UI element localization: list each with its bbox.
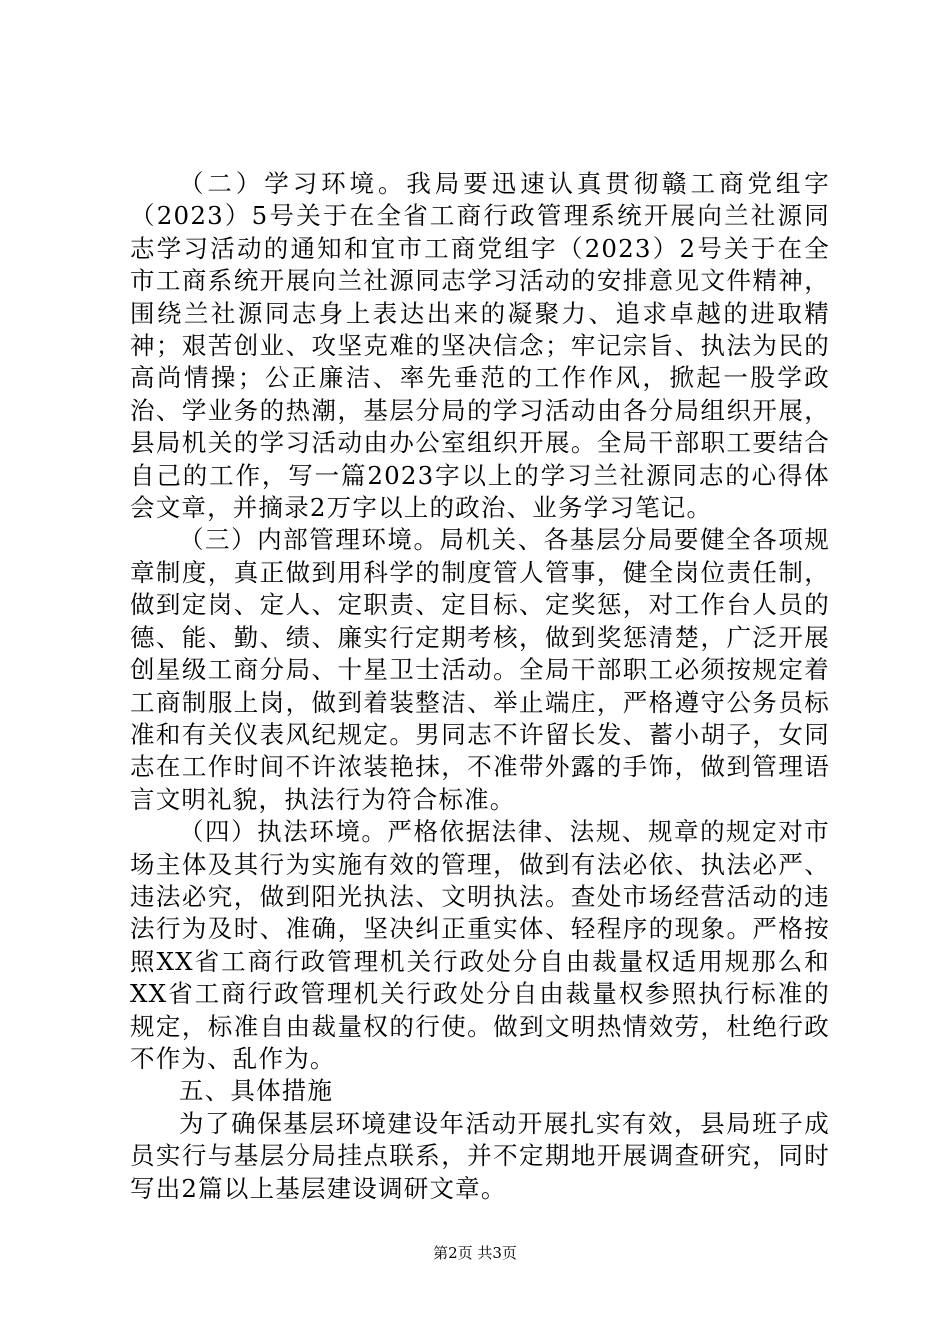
document-body [130,168,830,1205]
paragraph-internal-management: （三）内部管理环境。局机关、各基层分局要健全各项规章制度，真正做到用科学的制度管人管事，健全岗位责任制，做到定岗、定人、定职责、定目标、定奖惩，对工作台人员的德、能、勤、绩、廉实行定期考核，做到奖惩清楚，广泛开展创星级工商分局、十星卫士活动。全局干部职工必须按规定着工商制服上岗，做到着装整洁、举止端庄，严格遵守公务员标准和有关仪表风纪规定。男同志不许留长发、蓄小胡子，女同志在工作时间不许浓装艳抹，不准带外露的手饰，做到管理语言文明礼貌，执法行为符合标准。 [130,525,830,814]
page-number: 第2页 共3页 [433,1244,517,1262]
paragraph-measures: 为了确保基层环境建设年活动开展扎实有效，县局班子成员实行与基层分局挂点联系，并不定期地开展调查研究，同时写出2篇以上基层建设调研文章。 [130,1108,830,1203]
paragraph-study-environment: （二）学习环境。我局要迅速认真贯彻赣工商党组字（2023）5号关于在全省工商行政管理系统开展向兰社源同志学习活动的通知和宜市工商党组字（2023）2号关于在全市工商系统开展向兰社源同志学习活动的安排意见文件精神，围绕兰社源同志身上表达出来的凝聚力、追求卓越的进取精神；艰苦创业、攻坚克难的坚决信念；牢记宗旨、执法为民的高尚情操；公正廉洁、率先垂范的工作作风，掀起一股学政治、学业务的热潮，基层分局的学习活动由各分局组织开展，县局机关的学习活动由办公室组织开展。全局干部职工要结合自己的工作，写一篇2023字以上的学习兰社源同志的心得体会文章，并摘录2万字以上的政治、业务学习笔记。 [130,169,830,523]
section-heading-measures: 五、具体措施 [179,1076,334,1106]
paragraph-law-enforcement: （四）执法环境。严格依据法律、法规、规章的规定对市场主体及其行为实施有效的管理，做到有法必依、执法必严、违法必究，做到阳光执法、文明执法。查处市场经营活动的违法行为及时、准确，坚决纠正重实体、轻程序的现象。严格按照XX省工商行政管理机关行政处分自由裁量权适用规那么和XX省工商行政管理机关行政处分自由裁量权参照执行标准的规定，标准自由裁量权的行使。做到文明热情效劳，杜绝行政不作为、乱作为。 [130,817,830,1073]
page-footer [0,1243,950,1263]
